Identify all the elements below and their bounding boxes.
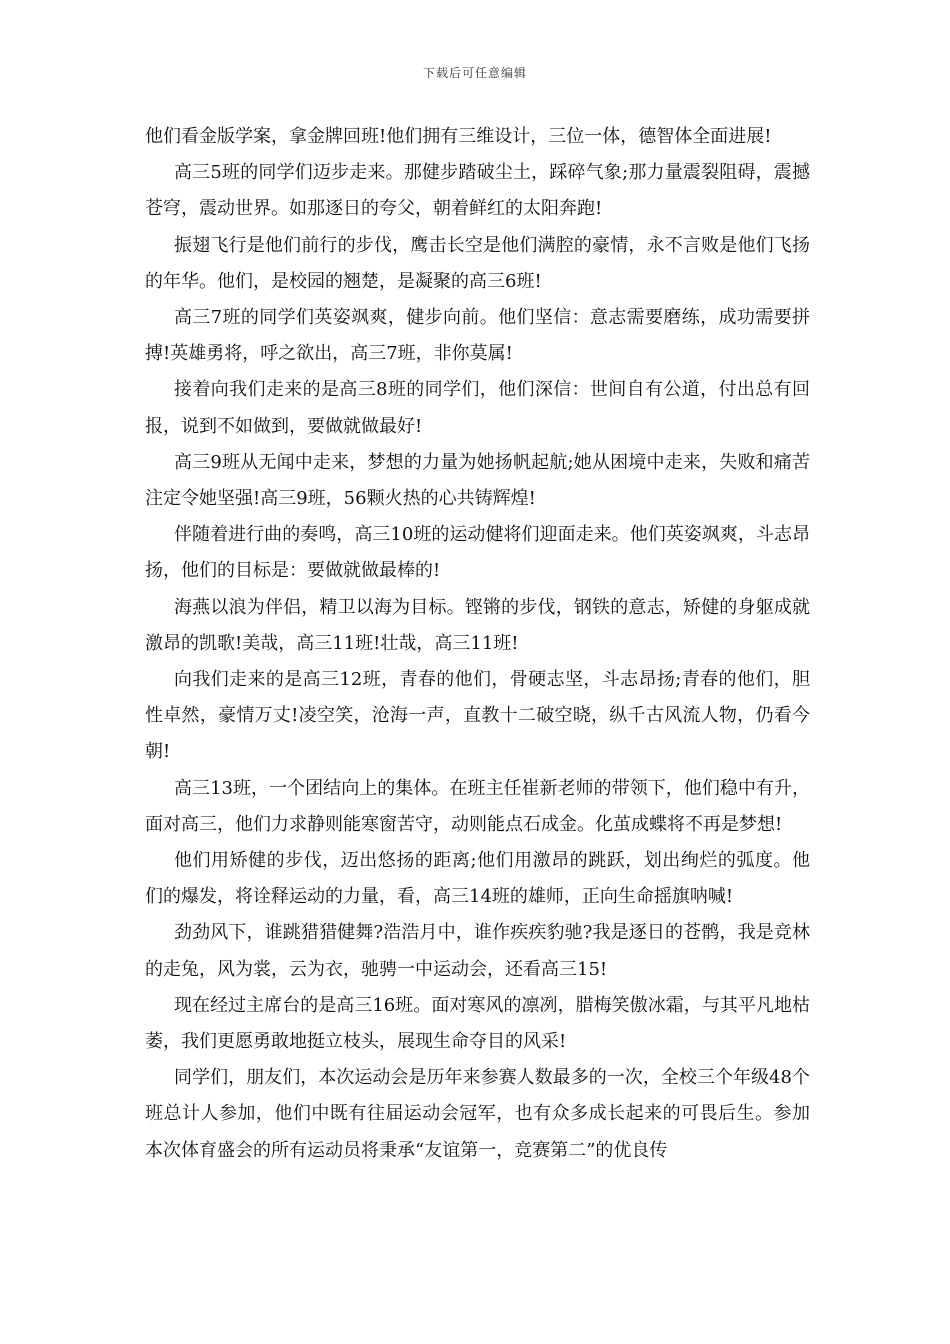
paragraph: 振翅飞行是他们前行的步伐，鹰击长空是他们满腔的豪情，永不言败是他们飞扬的年华。他们，是校园的翘楚，是凝聚的高三6班! bbox=[145, 234, 810, 292]
paragraph: 高三7班的同学们英姿飒爽，健步向前。他们坚信：意志需要磨练，成功需要拼搏!英雄勇将，呼之欲出，高三7班，非你莫属! bbox=[145, 307, 810, 365]
page-header: 下载后可任意编辑 bbox=[422, 66, 527, 80]
document-body bbox=[145, 119, 810, 1169]
paragraph: 海燕以浪为伴侣，精卫以海为目标。铿锵的步伐，钢铁的意志，矫健的身躯成就激昂的凯歌!美哉，高三11班!壮哉，高三11班! bbox=[145, 596, 810, 654]
paragraph: 接着向我们走来的是高三8班的同学们，他们深信：世间自有公道，付出总有回报，说到不如做到，要做就做最好! bbox=[145, 379, 810, 437]
paragraph: 劲劲风下，谁跳猎猎健舞?浩浩月中，谁作疾疾豹驰?我是逐日的苍鹘，我是竞林的走兔，风为裳，云为衣，驰骋一中运动会，还看高三15! bbox=[145, 922, 810, 980]
paragraph: 他们用矫健的步伐，迈出悠扬的距离;他们用激昂的跳跃，划出绚烂的弧度。他们的爆发，将诠释运动的力量，看，高三14班的雄师，正向生命摇旗呐喊! bbox=[145, 850, 810, 908]
paragraph: 现在经过主席台的是高三16班。面对寒风的凛冽，腊梅笑傲冰霜，与其平凡地枯萎，我们更愿勇敢地挺立枝头，展现生命夺目的风采! bbox=[145, 994, 810, 1053]
paragraph: 伴随着进行曲的奏鸣，高三10班的运动健将们迎面走来。他们英姿飒爽，斗志昂扬，他们的目标是：要做就做最棒的! bbox=[145, 524, 810, 582]
paragraph: 高三5班的同学们迈步走来。那健步踏破尘土，踩碎气象;那力量震裂阻碍，震撼苍穹，震动世界。如那逐日的夸父，朝着鲜红的太阳奔跑! bbox=[145, 162, 810, 220]
paragraph: 高三9班从无闻中走来，梦想的力量为她扬帆起航;她从困境中走来，失败和痛苦注定令她坚强!高三9班，56颗火热的心共铸辉煌! bbox=[145, 451, 810, 510]
paragraph: 同学们，朋友们，本次运动会是历年来参赛人数最多的一次，全校三个年级48个班总计人参加，他们中既有往届运动会冠军，也有众多成长起来的可畏后生。参加本次体育盛会的所有运动员将秉承“友谊第一，竞赛第二”的优良传 bbox=[145, 1067, 810, 1161]
paragraph: 高三13班，一个团结向上的集体。在班主任崔新老师的带领下，他们稳中有升，面对高三，他们力求静则能寒窗苦守，动则能点石成金。化茧成蝶将不再是梦想! bbox=[145, 777, 810, 835]
paragraph: 向我们走来的是高三12班，青春的他们，骨硬志坚，斗志昂扬;青春的他们，胆性卓然，豪情万丈!凌空笑，沧海一声，直教十二破空晓，纵千古风流人物，仍看今朝! bbox=[145, 669, 810, 763]
paragraph: 他们看金版学案，拿金牌回班!他们拥有三维设计，三位一体，德智体全面进展! bbox=[145, 126, 772, 147]
